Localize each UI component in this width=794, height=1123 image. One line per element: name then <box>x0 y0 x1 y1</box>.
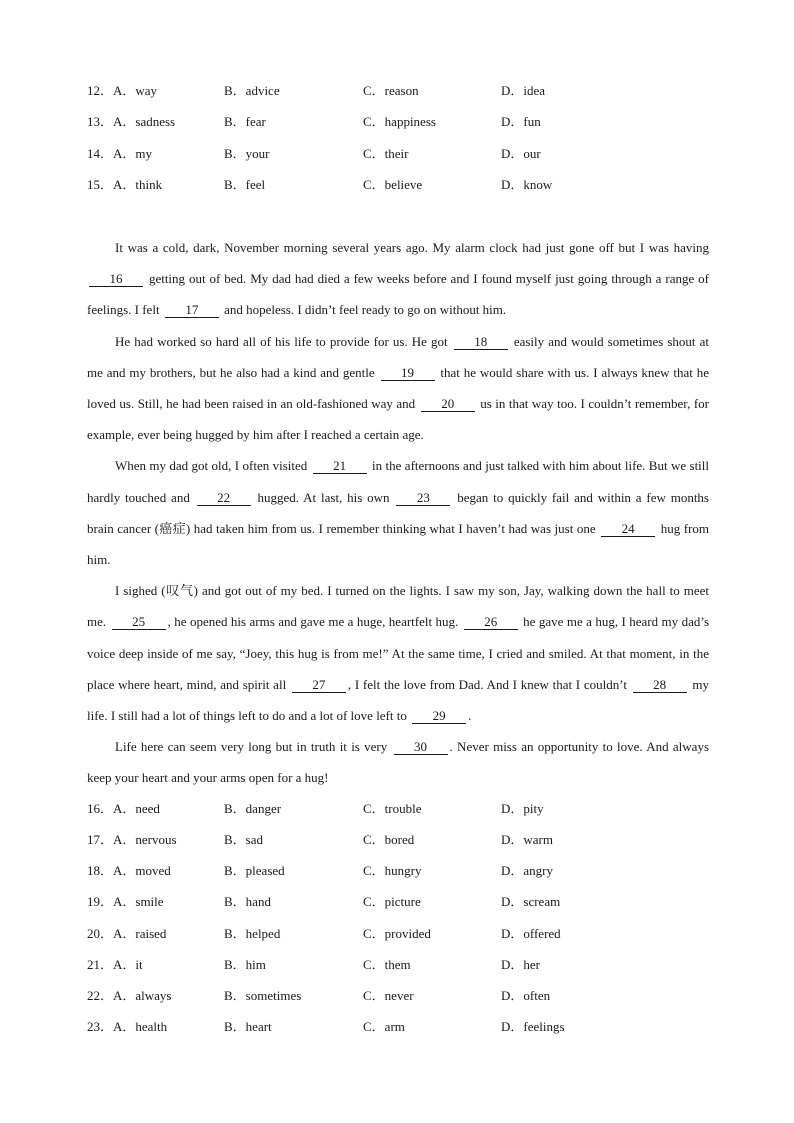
blank-25: 25 <box>112 614 166 630</box>
blank-21: 21 <box>313 458 367 474</box>
option-b: B．hand <box>224 894 271 909</box>
option-a: 19．A．smile <box>87 894 164 909</box>
blank-30: 30 <box>394 739 448 755</box>
option-a: 17．A．nervous <box>87 832 177 847</box>
option-b: B．sometimes <box>224 988 302 1003</box>
paragraph-1: It was a cold, dark, November morning several years ago. My alarm clock had just gone off but I was having 16 getting out of bed. My dad had died a few weeks before and I found myself just going through a range of feelings. I felt 17 and hopeless. I didn’t feel ready to go on without him. <box>87 240 710 318</box>
option-b: B．danger <box>224 801 282 816</box>
option-d: D．scream <box>501 894 561 909</box>
option-c: C．provided <box>363 926 431 941</box>
option-d: D．angry <box>501 863 553 878</box>
blank-26: 26 <box>464 614 518 630</box>
option-b: B．him <box>224 957 266 972</box>
option-c: C．bored <box>363 832 415 847</box>
option-c: C．their <box>363 146 409 161</box>
blank-20: 20 <box>421 396 475 412</box>
option-b: B．fear <box>224 114 266 129</box>
option-c: C．reason <box>363 83 419 98</box>
option-d: D．her <box>501 957 540 972</box>
blank-29: 29 <box>412 708 466 724</box>
blank-19: 19 <box>381 365 435 381</box>
option-a: 14．A．my <box>87 146 153 161</box>
paragraph-4: I sighed (叹气) and got out of my bed. I turned on the lights. I saw my son, Jay, walking down the hall to meet me. 25 , he opened his arms and gave me a huge, heartfelt hug. 26 he gave me a hug, I heard my dad’s voice deep inside of me say, “Joey, this hug is from me!” At the same time, I cried and smiled. At that moment, in the place where heart, mind, and spirit all 27 , I felt the love from Dad. And I knew that I couldn’t 28 my life. I still had a lot of things left to do and a lot of love left to 29 . <box>87 583 710 724</box>
option-d: D．offered <box>501 926 561 941</box>
option-a: 16．A．need <box>87 801 160 816</box>
blank-23: 23 <box>396 490 450 506</box>
option-d: D．idea <box>501 83 546 98</box>
option-b: B．pleased <box>224 863 285 878</box>
option-d: D．pity <box>501 801 544 816</box>
option-d: D．fun <box>501 114 541 129</box>
option-a: 12．A．way <box>87 83 158 98</box>
blank-17: 17 <box>165 302 219 318</box>
option-a: 21．A．it <box>87 957 143 972</box>
option-b: B．heart <box>224 1019 272 1034</box>
option-b: B．sad <box>224 832 264 847</box>
option-c: C．picture <box>363 894 421 909</box>
option-b: B．feel <box>224 177 266 192</box>
option-b: B．helped <box>224 926 281 941</box>
option-a: 23．A．health <box>87 1019 168 1034</box>
blank-24: 24 <box>601 521 655 537</box>
blank-18: 18 <box>454 334 508 350</box>
blank-16: 16 <box>89 271 143 287</box>
option-a: 20．A．raised <box>87 926 167 941</box>
option-c: C．hungry <box>363 863 422 878</box>
option-c: C．never <box>363 988 414 1003</box>
paragraph-5: Life here can seem very long but in truth it is very 30 . Never miss an opportunity to love. And always keep your heart and your arms open for a hug! <box>87 739 709 786</box>
option-c: C．happiness <box>363 114 436 129</box>
option-d: D．our <box>501 146 541 161</box>
option-b: B．your <box>224 146 270 161</box>
option-d: D．know <box>501 177 553 192</box>
cloze-passage <box>87 232 709 794</box>
paragraph-2: He had worked so hard all of his life to provide for us. He got 18 easily and would sometimes shout at me and my brothers, but he also had a kind and gentle 19 that he would share with us. I always knew that he loved us. Still, he had been raised in an old-fashioned way and 20 us in that way too. I couldn’t remember, for example, ever being hugged by him after I reached a certain age. <box>87 333 710 443</box>
option-c: C．them <box>363 957 411 972</box>
option-c: C．arm <box>363 1019 405 1034</box>
blank-22: 22 <box>197 490 251 506</box>
option-c: C．believe <box>363 177 423 192</box>
option-d: D．warm <box>501 832 553 847</box>
option-a: 15．A．think <box>87 177 163 192</box>
paragraph-3: When my dad got old, I often visited 21 in the afternoons and just talked with him about life. But we still hardly touched and 22 hugged. At last, his own 23 began to quickly fail and within a few months brain cancer (癌症) had taken him from us. I remember thinking what I haven’t had was just one 24 hug from him. <box>87 458 710 568</box>
option-d: D．often <box>501 988 551 1003</box>
option-a: 13．A．sadness <box>87 114 176 129</box>
option-d: D．feelings <box>501 1019 565 1034</box>
option-c: C．trouble <box>363 801 422 816</box>
option-b: B．advice <box>224 83 280 98</box>
option-a: 18．A．moved <box>87 863 171 878</box>
blank-28: 28 <box>633 677 687 693</box>
option-a: 22．A．always <box>87 988 172 1003</box>
blank-27: 27 <box>292 677 346 693</box>
